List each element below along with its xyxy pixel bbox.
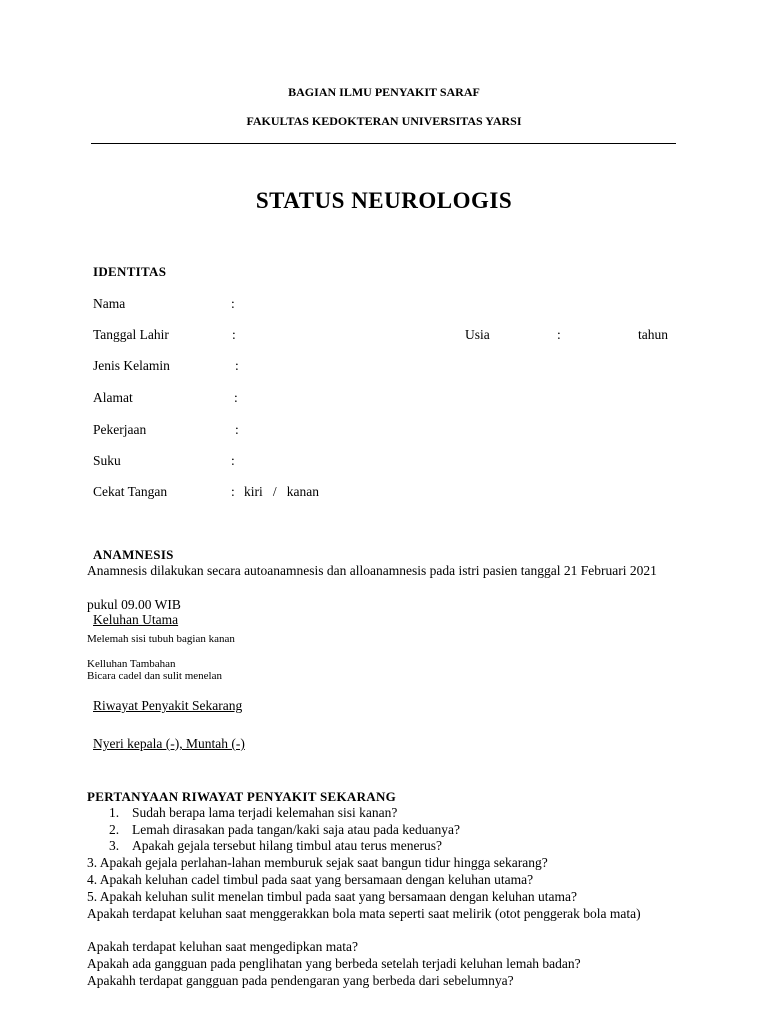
department-header: BAGIAN ILMU PENYAKIT SARAF — [288, 85, 480, 99]
anamnesis-intro: Anamnesis dilakukan secara autoanamnesis dan alloanamnesis pada istri pasien tanggal 21 Februari 2021 — [87, 563, 657, 578]
keluhan-utama-label: Keluhan Utama — [93, 612, 179, 627]
pekerjaan-label: Pekerjaan — [93, 422, 147, 437]
rps-value: Nyeri kepala (-), Muntah (-) — [93, 736, 245, 751]
alamat-label: Alamat — [93, 390, 133, 405]
cekat-tangan-value: kiri / kanan — [244, 484, 319, 499]
question-line: Apakah terdapat keluhan saat menggerakkan bola mata seperti saat melirik (otot penggerak bola mata) — [87, 906, 641, 921]
question-line: 3. Apakah gejala perlahan-lahan memburuk sejak saat bangun tidur hingga sekarang? — [87, 855, 548, 870]
question-line: Apakah terdapat keluhan saat mengedipkan mata? — [87, 939, 359, 954]
alamat-colon: : — [234, 390, 238, 405]
tanggal-lahir-label: Tanggal Lahir — [93, 327, 169, 342]
usia-unit: tahun — [638, 327, 668, 342]
list-item: Apakah gejala tersebut hilang timbul atau terus menerus? — [132, 838, 443, 853]
cekat-tangan-label: Cekat Tangan — [93, 484, 168, 499]
keluhan-tambahan-label: Kelluhan Tambahan — [87, 658, 176, 670]
question-line: Apakahh terdapat gangguan pada pendengaran yang berbeda dari sebelumnya? — [87, 973, 514, 988]
keluhan-tambahan-value: Bicara cadel dan sulit menelan — [87, 670, 222, 682]
rps-label: Riwayat Penyakit Sekarang — [93, 698, 243, 713]
faculty-header: FAKULTAS KEDOKTERAN UNIVERSITAS YARSI — [246, 114, 522, 128]
question-line: 4. Apakah keluhan cadel timbul pada saat yang bersamaan dengan keluhan utama? — [87, 872, 534, 887]
question-line: 5. Apakah keluhan sulit menelan timbul pada saat yang bersamaan dengan keluhan utama? — [87, 889, 577, 904]
suku-colon: : — [231, 453, 235, 468]
nama-colon: : — [231, 296, 235, 311]
usia-colon: : — [557, 327, 561, 342]
cekat-tangan-colon: : — [231, 484, 235, 499]
jenis-kelamin-label: Jenis Kelamin — [93, 358, 170, 373]
suku-label: Suku — [93, 453, 121, 468]
jenis-kelamin-colon: : — [235, 358, 239, 373]
keluhan-utama-value: Melemah sisi tubuh bagian kanan — [87, 633, 235, 645]
list-item: Lemah dirasakan pada tangan/kaki saja atau pada keduanya? — [132, 822, 460, 837]
usia-label: Usia — [465, 327, 490, 342]
nama-label: Nama — [93, 296, 126, 311]
pertanyaan-heading: PERTANYAAN RIWAYAT PENYAKIT SEKARANG — [87, 789, 397, 804]
header-divider — [91, 143, 676, 144]
list-item-number: 2. — [109, 822, 120, 837]
tanggal-lahir-colon: : — [232, 327, 236, 342]
pekerjaan-colon: : — [235, 422, 239, 437]
list-item-number: 1. — [109, 805, 120, 820]
question-line: Apakah ada gangguan pada penglihatan yang berbeda setelah terjadi keluhan lemah badan? — [87, 956, 581, 971]
page-title: STATUS NEUROLOGIS — [255, 188, 513, 213]
identitas-heading: IDENTITAS — [93, 264, 167, 279]
anamnesis-heading: ANAMNESIS — [93, 547, 174, 562]
anamnesis-time: pukul 09.00 WIB — [87, 597, 181, 612]
list-item-number: 3. — [109, 838, 120, 853]
list-item: Sudah berapa lama terjadi kelemahan sisi kanan? — [132, 805, 398, 820]
